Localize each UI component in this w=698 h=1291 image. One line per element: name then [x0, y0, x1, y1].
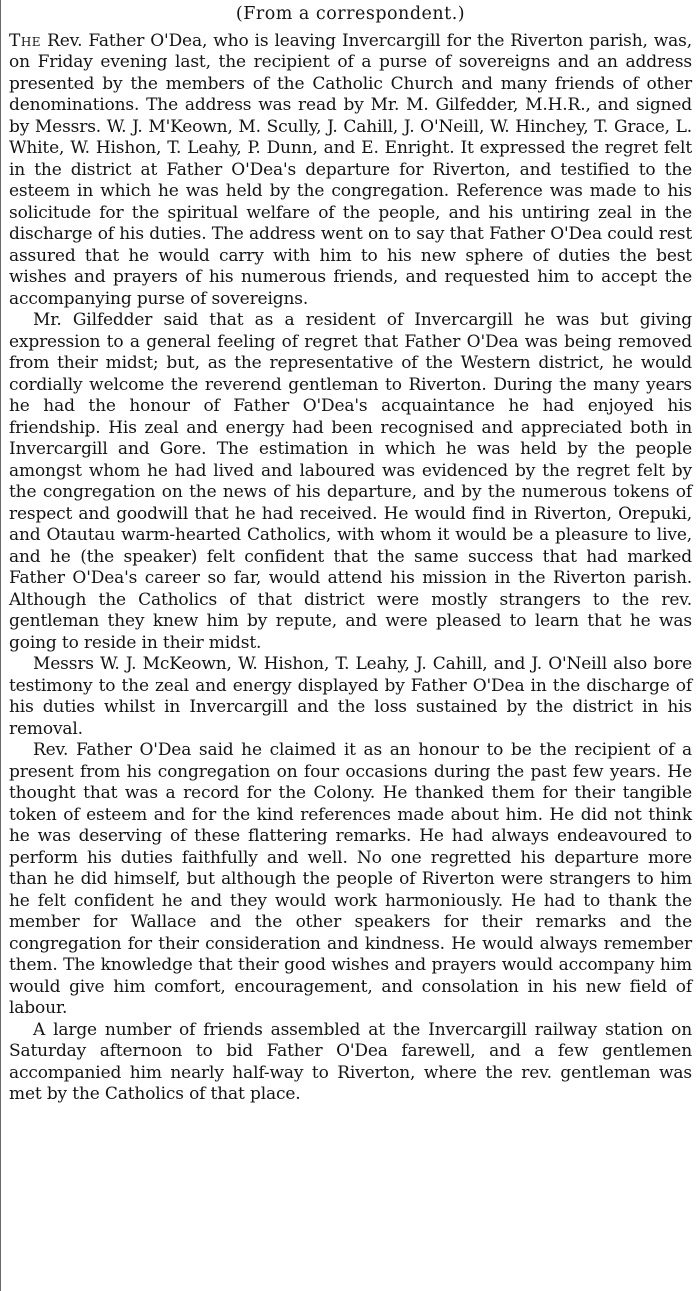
paragraph-1-text: Rev. Father O'Dea, who is leaving Invercargill for the Riverton parish, was, on Friday evening last, the recipient of a purse of sovereigns and an address presented by the members of the Catholic Church and many friends of other denominations. The address was read by Mr. M. Gilfedder, M.H.R., and signed by Messrs. W. J. M'Keown, M. Scully, J. Cahill, J. O'Neill, W. Hinchey, T. Grace, L. White, W. Hishon, T. Leahy, P. Dunn, and E. Enright. It expressed the regret felt in the district at Father O'Dea's departure for Riverton, and testified to the esteem in which he was held by the congregation. Reference was made to his solicitude for the spiritual welfare of the people, and his untiring zeal in the discharge of his duties. The address went on to say that Father O'Dea could rest assured that he would carry with him to his new sphere of duties the best wishes and prayers of his numerous friends, and requested him to accept the accompanying purse of sovereigns.: [9, 30, 692, 309]
paragraph-1: [9, 31, 692, 311]
paragraph-2: Mr. Gilfedder said that as a resident of Invercargill he was but giving expression to a general feeling of regret that Father O'Dea was being removed from their midst; but, as the representative of the Western district, he would cordially welcome the reverend gentleman to Riverton. During the many years he had the honour of Father O'Dea's acquaintance he had enjoyed his friendship. His zeal and energy had been recognised and appreciated both in Invercargill and Gore. The estimation in which he was held by the people amongst whom he had lived and laboured was evidenced by the regret felt by the congregation on the news of his departure, and by the numerous tokens of respect and goodwill that he had received. He would find in Riverton, Orepuki, and Otautau warm-hearted Catholics, with whom it would be a pleasure to live, and he (the speaker) felt confident that the same success that had marked Father O'Dea's career so far, would attend his mission in the Riverton parish. Although the Catholics of that district were mostly strangers to the rev. gentleman they knew him by repute, and were pleased to learn that he was going to reside in their midst.: [9, 310, 692, 653]
paragraph-3: Messrs W. J. McKeown, W. Hishon, T. Leahy, J. Cahill, and J. O'Neill also bore testimony to the zeal and energy displayed by Father O'Dea in the discharge of his duties whilst in Invercargill and the loss sustained by the district in his removal.: [9, 654, 692, 739]
dateline: (From a correspondent.): [235, 4, 466, 24]
lead-word: The: [9, 30, 42, 51]
paragraph-5: A large number of friends assembled at the Invercargill railway station on Saturday afternoon to bid Father O'Dea farewell, and a few gentlemen accompanied him nearly half-way to Riverton, where the rev. gentleman was met by the Catholics of that place.: [9, 1019, 692, 1104]
paragraph-4: Rev. Father O'Dea said he claimed it as an honour to be the recipient of a present from his congregation on four occasions during the past few years. He thought that was a record for the Colony. He thanked them for their tangible token of esteem and for the kind references made about him. He did not think he was deserving of these flattering remarks. He had always endeavoured to perform his duties faithfully and well. No one regretted his departure more than he did himself, but although the people of Riverton were strangers to him he felt confident he and they would work harmoniously. He had to thank the member for Wallace and the other speakers for their remarks and the congregation for their consideration and kindness. He would always remember them. The knowledge that their good wishes and prayers would accompany him would give him comfort, encouragement, and consolation in his new field of labour.: [9, 740, 692, 1018]
